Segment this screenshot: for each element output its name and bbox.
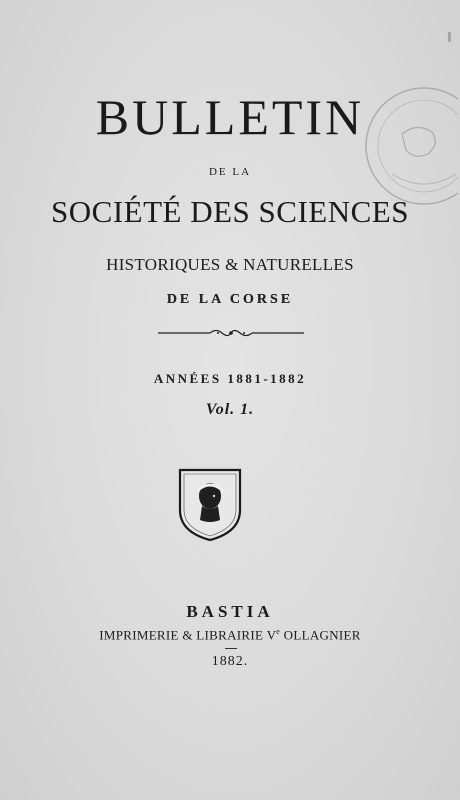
corner-mark (448, 32, 451, 42)
de-la-text: DE LA (208, 166, 252, 178)
volume-text: Vol. 1. (205, 401, 255, 418)
printer-surname: OLLAGNIER (280, 627, 361, 643)
bulletin-title: BULLETIN (95, 89, 365, 145)
printer-name: IMPRIMERIE & LIBRAIRIE V (99, 627, 277, 643)
ornamental-rule-icon (158, 327, 304, 339)
printer-line (0, 627, 460, 643)
library-stamp-icon (362, 84, 458, 208)
years-text: ANNÉES 1881-1882 (153, 371, 307, 386)
region-text: DE LA CORSE (166, 292, 294, 307)
printer-superscript: e (276, 627, 281, 636)
divider-rule (225, 648, 237, 649)
moor-head-shield-icon (176, 466, 244, 544)
society-subtitle: HISTORIQUES & NATURELLES (106, 255, 354, 274)
society-name: SOCIÉTÉ DES SCIENCES (51, 194, 409, 229)
city-text: BASTIA (186, 602, 274, 621)
publication-year: 1882. (211, 654, 249, 669)
